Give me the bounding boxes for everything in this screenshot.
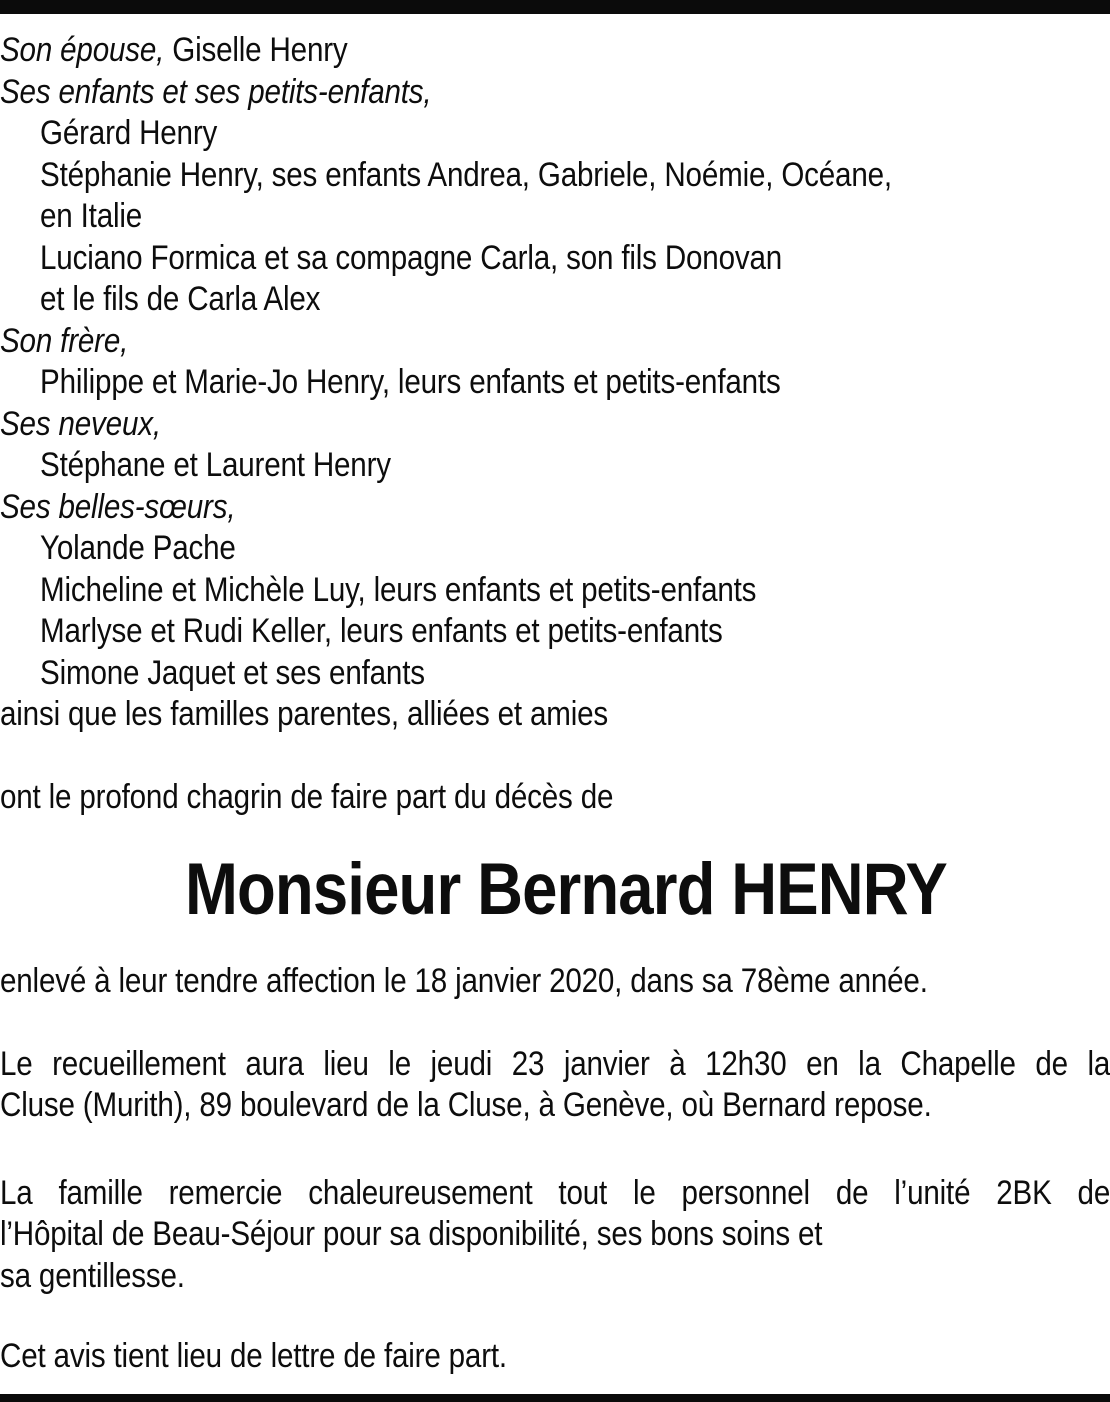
family-line xyxy=(0,570,1110,612)
family-line-text: et le fils de Carla Alex xyxy=(40,280,321,318)
relationship-label: Son épouse, xyxy=(0,31,165,69)
family-line xyxy=(0,72,1110,114)
family-line xyxy=(0,653,1110,695)
family-line-text: Ses neveux, xyxy=(0,404,161,443)
thanks-line-text: sa gentillesse. xyxy=(0,1256,185,1295)
family-line-text: Marlyse et Rudi Keller, leurs enfants et petits-enfants xyxy=(40,612,723,650)
family-line-text: en Italie xyxy=(40,197,143,235)
family-line xyxy=(0,30,1110,72)
thanks-line xyxy=(0,1214,1110,1256)
notice-content xyxy=(0,14,1110,1378)
family-line-text: Micheline et Michèle Luy, leurs enfants et petits-enfants xyxy=(40,570,757,609)
top-rule xyxy=(0,0,1110,14)
family-line xyxy=(0,279,1110,321)
family-line-text: Stéphanie Henry, ses enfants Andrea, Gabriele, Noémie, Océane, xyxy=(40,155,892,194)
closing-line: Cet avis tient lieu de lettre de faire part. xyxy=(0,1337,507,1375)
thanks-paragraph xyxy=(0,1173,1110,1298)
family-line xyxy=(0,487,1110,529)
family-section xyxy=(0,30,1110,736)
deceased-name: Monsieur Bernard HENRY xyxy=(184,848,947,930)
family-line xyxy=(0,196,1110,238)
ceremony-paragraph xyxy=(0,1044,1110,1127)
family-line-text: Ses enfants et ses petits-enfants, xyxy=(0,72,432,111)
thanks-line-text: La famille remercie chaleureusement tout le personnel de l’unité 2BK de xyxy=(0,1173,1110,1212)
family-line xyxy=(0,404,1110,446)
family-line-text: Gérard Henry xyxy=(40,114,218,152)
family-line-text: ainsi que les familles parentes, alliées et amies xyxy=(0,695,609,733)
family-line-text: Stéphane et Laurent Henry xyxy=(40,446,391,484)
family-line xyxy=(0,694,1110,736)
ceremony-line xyxy=(0,1085,1110,1127)
family-line xyxy=(0,528,1110,570)
announcement-line: ont le profond chagrin de faire part du décès de xyxy=(0,778,614,816)
ceremony-line-text: Le recueillement aura lieu le jeudi 23 janvier à 12h30 en la Chapelle de la xyxy=(0,1044,1110,1083)
family-line xyxy=(0,445,1110,487)
bottom-rule xyxy=(0,1394,1110,1402)
family-line-text: Son frère, xyxy=(0,321,129,360)
family-line xyxy=(0,113,1110,155)
thanks-line xyxy=(0,1256,1110,1298)
family-line-text: Ses belles-sœurs, xyxy=(0,487,236,526)
ceremony-line xyxy=(0,1044,1110,1086)
family-line xyxy=(0,321,1110,363)
family-line-text: Yolande Pache xyxy=(40,529,236,567)
ceremony-line-text: Cluse (Murith), 89 boulevard de la Cluse, à Genève, où Bernard repose. xyxy=(0,1086,932,1124)
blank-line xyxy=(0,736,1110,778)
blank-line xyxy=(0,1002,1110,1044)
thanks-line-text: l’Hôpital de Beau-Séjour pour sa disponibilité, ses bons soins et xyxy=(0,1215,823,1253)
family-line xyxy=(0,238,1110,280)
family-line xyxy=(0,362,1110,404)
family-line-text: Giselle Henry xyxy=(164,31,348,69)
family-line-text: Luciano Formica et sa compagne Carla, son fils Donovan xyxy=(40,238,783,277)
family-line xyxy=(0,155,1110,197)
family-line-text: Philippe et Marie-Jo Henry, leurs enfants et petits-enfants xyxy=(40,363,781,401)
death-date-line: enlevé à leur tendre affection le 18 janvier 2020, dans sa 78ème année. xyxy=(0,961,928,1000)
family-line-text: Simone Jaquet et ses enfants xyxy=(40,653,425,692)
family-line xyxy=(0,611,1110,653)
thanks-line xyxy=(0,1173,1110,1215)
